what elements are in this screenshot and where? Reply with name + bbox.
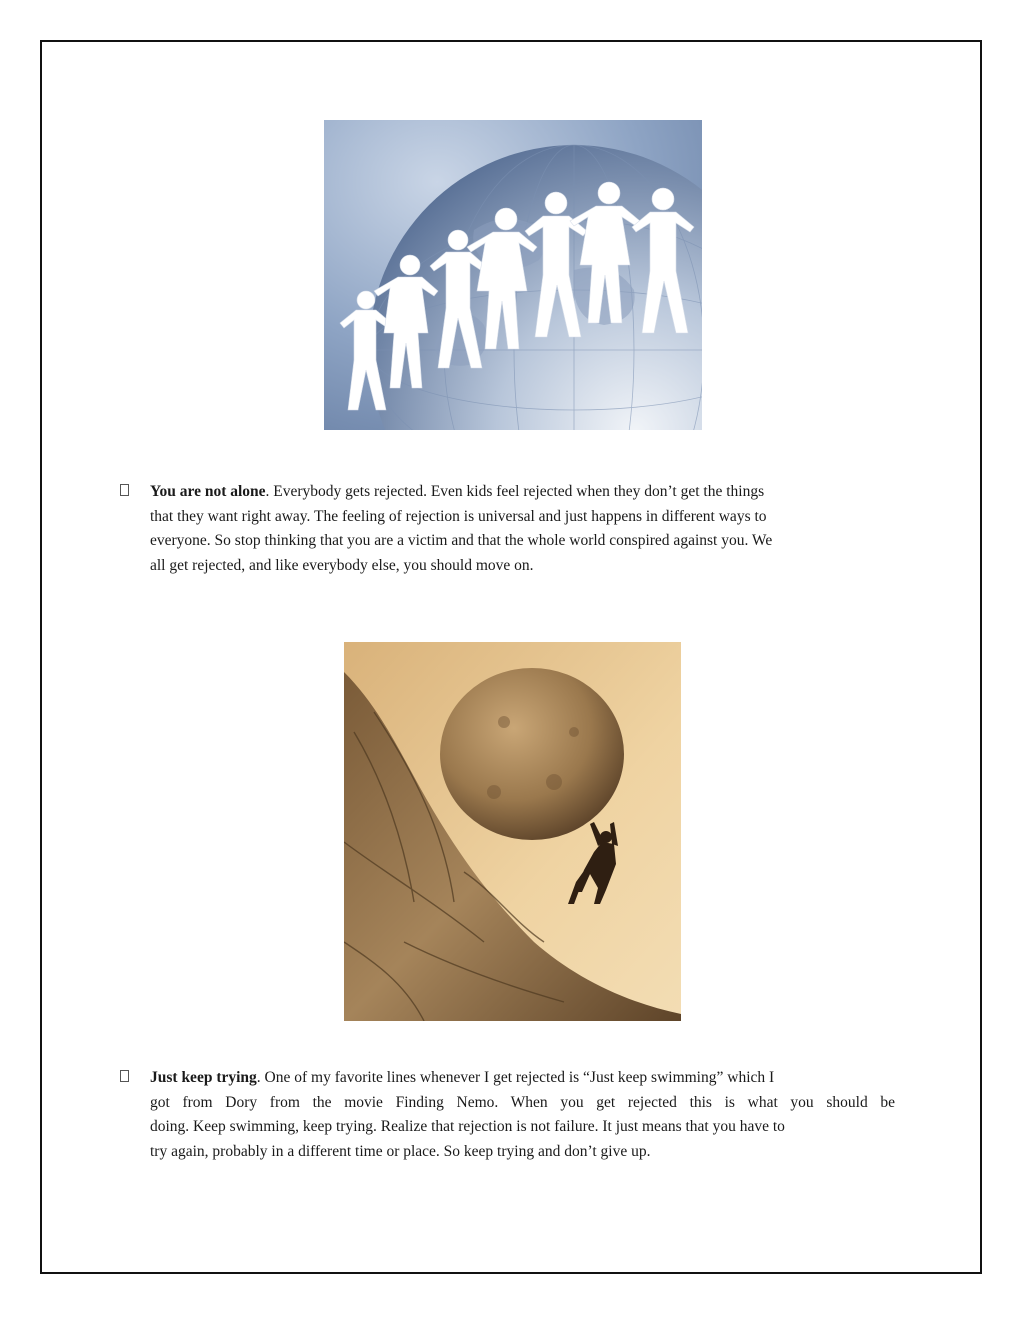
bullet-line: doing. Keep swimming, keep trying. Realize that rejection is not failure. It just means that you have to xyxy=(150,1118,785,1135)
bullet-line: that they want right away. The feeling of rejection is universal and just happens in different ways to xyxy=(150,507,767,525)
bullet-line: everyone. So stop thinking that you are a victim and that the whole world conspired against you. We xyxy=(150,532,773,549)
bullet-first-line xyxy=(150,1066,895,1091)
globe-paper-people-image xyxy=(324,120,702,430)
bullet-first-line xyxy=(150,480,895,505)
globe-illustration xyxy=(324,120,702,430)
bullet-item-not-alone xyxy=(120,480,895,578)
bullet-line: got from Dory from the movie Finding Nemo. When you get rejected this is what you should be xyxy=(150,1093,895,1111)
bullet-paragraph xyxy=(150,1066,895,1164)
bullet-item-keep-trying xyxy=(120,1066,895,1164)
bullet-marker xyxy=(120,1070,129,1082)
bullet-heading: You are not alone xyxy=(150,483,266,500)
sisyphus-boulder-image xyxy=(344,642,681,1021)
bullet-line: all get rejected, and like everybody else, you should move on. xyxy=(150,556,534,574)
bullet-body-first: . Everybody gets rejected. Even kids feel rejected when they don’t get the things xyxy=(265,483,765,500)
bullet-body-first: . One of my favorite lines whenever I get rejected is “Just keep swimming” which I xyxy=(256,1069,775,1086)
bullet-line: try again, probably in a different time or place. So keep trying and don’t give up. xyxy=(150,1142,651,1160)
boulder-illustration xyxy=(344,642,681,1021)
bullet-paragraph xyxy=(150,480,895,578)
bullet-heading: Just keep trying xyxy=(150,1069,257,1086)
bullet-marker xyxy=(120,484,129,496)
